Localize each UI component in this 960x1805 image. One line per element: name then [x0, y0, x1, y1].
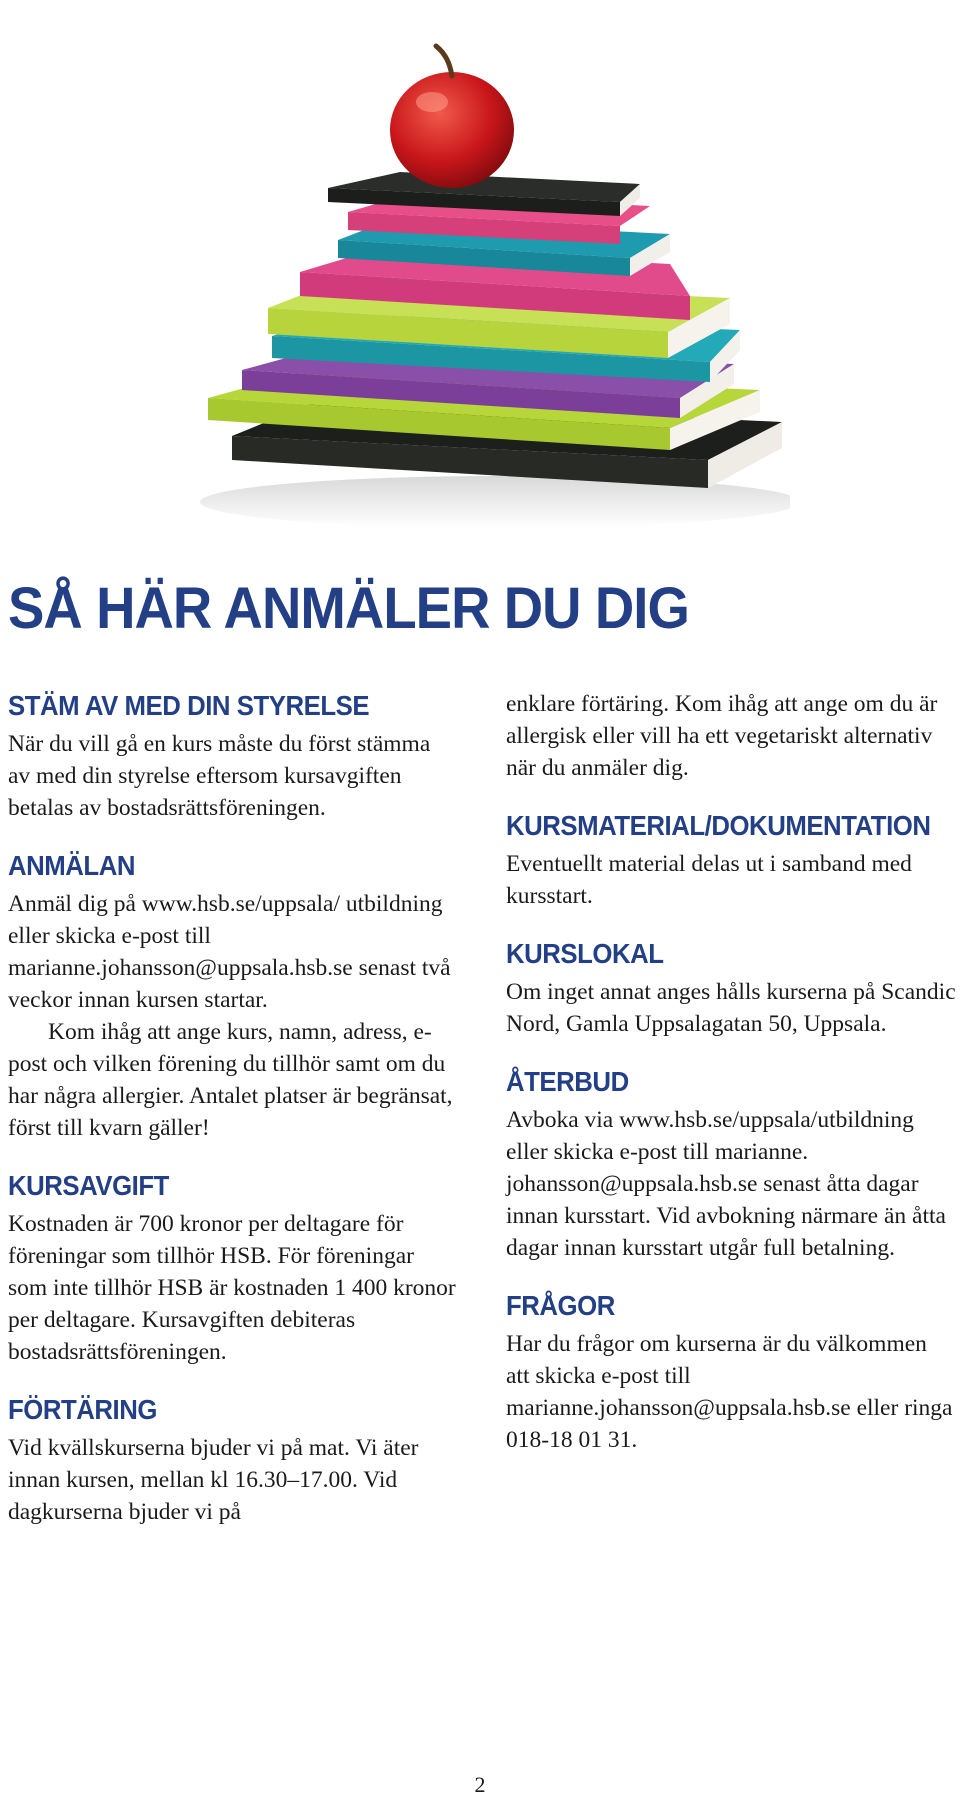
section-text: Kostnaden är 700 kronor per deltagare för föreningar som tillhör HSB. För föreningar som inte tillhör HSB är kostnaden 1 400 kronor per deltagare. Kursavgiften debiteras bostadsrättsföreningen. — [8, 1211, 456, 1365]
section-fortaring-continued — [506, 688, 956, 784]
section-stam-av — [8, 688, 458, 824]
section-heading: KURSAVGIFT — [8, 1170, 169, 1201]
section-heading: ANMÄLAN — [8, 850, 135, 881]
section-heading: ÅTERBUD — [506, 1066, 629, 1097]
section-text: Om inget annat anges hålls kurserna på Scandic Nord, Gamla Uppsalagatan 50, Uppsala. — [506, 979, 956, 1037]
page-number: 2 — [474, 1772, 486, 1797]
section-heading: FRÅGOR — [506, 1290, 615, 1321]
section-anmalan — [8, 848, 458, 1144]
section-text: Eventuellt material delas ut i samband med kursstart. — [506, 851, 912, 909]
section-aterbud — [506, 1064, 956, 1264]
section-heading: KURSMATERIAL/DOKUMENTATION — [506, 810, 931, 841]
section-text: När du vill gå en kurs måste du först stämma av med din styrelse eftersom kursavgiften betalas av bostadsrättsföreningen. — [8, 731, 431, 821]
section-heading: STÄM AV MED DIN STYRELSE — [8, 690, 370, 721]
section-kurslokal — [506, 936, 956, 1040]
section-text: Har du frågor om kurserna är du välkommen att skicka e-post till marianne.johansson@uppsala.hsb.se eller ringa 018-18 01 31. — [506, 1331, 953, 1453]
section-text: Kom ihåg att ange kurs, namn, adress, e-post och vilken förening du tillhör samt om du har några allergier. Antalet platser är begränsat, först till kvarn gäller! — [8, 1019, 453, 1141]
section-fortaring — [8, 1392, 458, 1528]
section-kursmaterial — [506, 808, 956, 912]
left-column — [8, 688, 458, 1552]
section-text: enklare förtäring. Kom ihåg att ange om du är allergisk eller vill ha ett vegetariskt alternativ när du anmäler dig. — [506, 691, 938, 781]
section-kursavgift — [8, 1168, 458, 1368]
section-text: Anmäl dig på www.hsb.se/uppsala/ utbildning eller skicka e-post till marianne.johansson@uppsala.hsb.se senast två veckor innan kursen startar. — [8, 891, 451, 1013]
right-column — [506, 688, 956, 1480]
page-title: SÅ HÄR ANMÄLER DU DIG — [8, 576, 689, 641]
hero-books-apple-image — [200, 40, 790, 530]
section-text: Vid kvällskurserna bjuder vi på mat. Vi äter innan kursen, mellan kl 16.30–17.00. Vid dagkurserna bjuder vi på — [8, 1435, 419, 1525]
section-heading: FÖRTÄRING — [8, 1394, 157, 1425]
section-heading: KURSLOKAL — [506, 938, 664, 969]
section-text: Avboka via www.hsb.se/uppsala/utbildning eller skicka e-post till marianne. johansson@uppsala.hsb.se senast åtta dagar innan kursstart. Vid avbokning närmare än åtta dagar innan kursstart utgår full betalning. — [506, 1107, 946, 1261]
section-fragor — [506, 1288, 956, 1456]
